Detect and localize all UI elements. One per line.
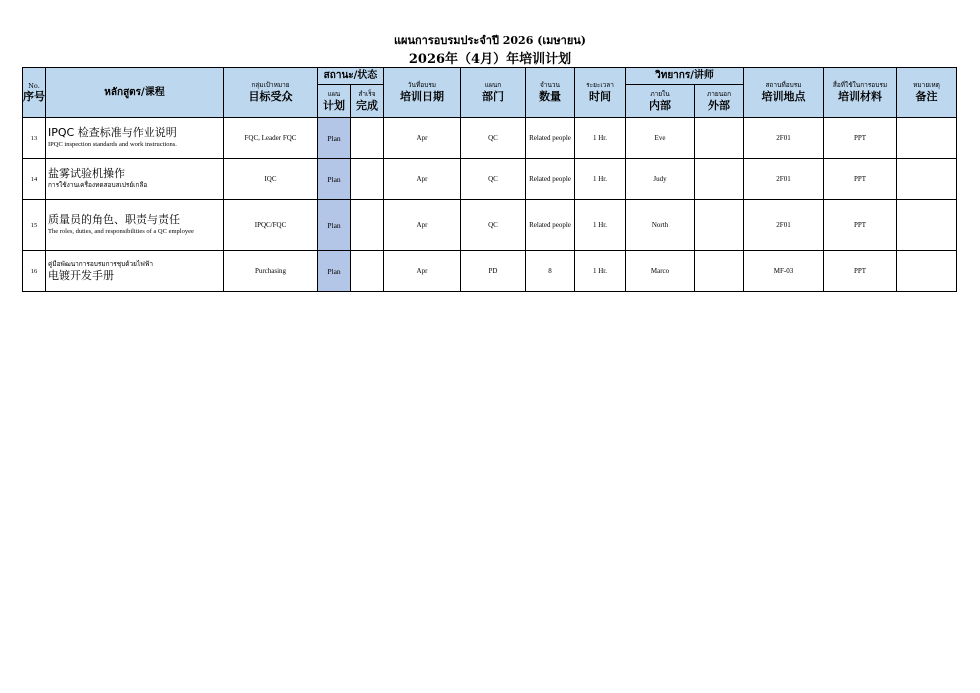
row-no: 14 [23, 159, 46, 200]
row-external [695, 251, 744, 292]
table-row [23, 251, 957, 292]
training-plan-table [22, 67, 957, 292]
header-material: สื่อที่ใช้ในการอบรม 培训材料 [824, 68, 897, 118]
header-course: หลักสูตร/课程 [46, 68, 224, 118]
row-done [351, 118, 384, 159]
row-material: PPT [824, 200, 897, 251]
row-done [351, 159, 384, 200]
header-location: สถานที่อบรม 培训地点 [744, 68, 824, 118]
row-external [695, 159, 744, 200]
row-course [46, 159, 224, 200]
row-target: IPQC/FQC [224, 200, 318, 251]
header-date: วันที่อบรม 培训日期 [384, 68, 461, 118]
row-location: 2F01 [744, 118, 824, 159]
header-remark: หมายเหตุ 备注 [897, 68, 957, 118]
row-dept: QC [461, 118, 526, 159]
row-no: 15 [23, 200, 46, 251]
header-time: ระยะเวลา 时间 [575, 68, 626, 118]
row-external [695, 118, 744, 159]
row-internal: Judy [626, 159, 695, 200]
row-location: 2F01 [744, 159, 824, 200]
header-qty: จำนวน 数量 [526, 68, 575, 118]
header-status: สถานะ/状态 [318, 68, 384, 85]
header-internal: ภายใน 内部 [626, 85, 695, 118]
plan-title-chinese: 2026年（4月）年培训计划 [408, 52, 572, 67]
table-row [23, 159, 957, 200]
header-target: กลุ่มเป้าหมาย 目标受众 [224, 68, 318, 118]
header-dept: แผนก 部门 [461, 68, 526, 118]
course-subtitle: IPQC inspection standards and work instructions. [48, 141, 177, 148]
row-done [351, 251, 384, 292]
row-internal: North [626, 200, 695, 251]
row-date: Apr [384, 118, 461, 159]
row-remark [897, 251, 957, 292]
row-location: 2F01 [744, 200, 824, 251]
table-row [23, 200, 957, 251]
header-done: สำเร็จ 完成 [351, 85, 384, 118]
course-subtitle: The roles, duties, and responsibilities of a QC employee [48, 228, 194, 235]
course-title: 盐雾试验机操作 [48, 167, 125, 180]
row-date: Apr [384, 200, 461, 251]
header-no: No. 序号 [23, 68, 46, 118]
row-external [695, 200, 744, 251]
row-course [46, 200, 224, 251]
table-row [23, 118, 957, 159]
header-plan: แผน 计划 [318, 85, 351, 118]
row-plan: Plan [318, 251, 351, 292]
row-no: 13 [23, 118, 46, 159]
row-qty: 8 [526, 251, 575, 292]
row-dept: QC [461, 200, 526, 251]
row-no: 16 [23, 251, 46, 292]
row-location: MF-03 [744, 251, 824, 292]
row-material: PPT [824, 159, 897, 200]
course-subtitle: คู่มือพัฒนาการอบรมการชุบด้วยไฟฟ้า [48, 261, 154, 268]
row-time: 1 Hr. [575, 118, 626, 159]
row-time: 1 Hr. [575, 159, 626, 200]
row-qty: Related people [526, 118, 575, 159]
row-plan: Plan [318, 159, 351, 200]
row-plan: Plan [318, 118, 351, 159]
row-internal: Marco [626, 251, 695, 292]
row-material: PPT [824, 118, 897, 159]
row-done [351, 200, 384, 251]
row-dept: PD [461, 251, 526, 292]
course-subtitle: การใช้งานเครื่องทดสอบสเปรย์เกลือ [48, 182, 148, 189]
course-title: IPQC 检查标准与作业说明 [48, 126, 177, 139]
row-remark [897, 200, 957, 251]
row-course [46, 251, 224, 292]
row-target: IQC [224, 159, 318, 200]
row-remark [897, 159, 957, 200]
row-date: Apr [384, 251, 461, 292]
row-qty: Related people [526, 159, 575, 200]
row-dept: QC [461, 159, 526, 200]
row-internal: Eve [626, 118, 695, 159]
plan-title-thai: แผนการอบรมประจำปี 2026 (เมษายน) [393, 34, 587, 47]
row-course [46, 118, 224, 159]
row-qty: Related people [526, 200, 575, 251]
row-target: FQC, Leader FQC [224, 118, 318, 159]
course-title: 电镀开发手册 [48, 269, 114, 282]
row-material: PPT [824, 251, 897, 292]
course-title: 质量员的角色、职责与责任 [48, 213, 180, 226]
row-time: 1 Hr. [575, 251, 626, 292]
row-date: Apr [384, 159, 461, 200]
row-plan: Plan [318, 200, 351, 251]
row-time: 1 Hr. [575, 200, 626, 251]
row-target: Purchasing [224, 251, 318, 292]
header-lecturer: วิทยากร/讲师 [626, 68, 744, 85]
header-external: ภายนอก 外部 [695, 85, 744, 118]
row-remark [897, 118, 957, 159]
